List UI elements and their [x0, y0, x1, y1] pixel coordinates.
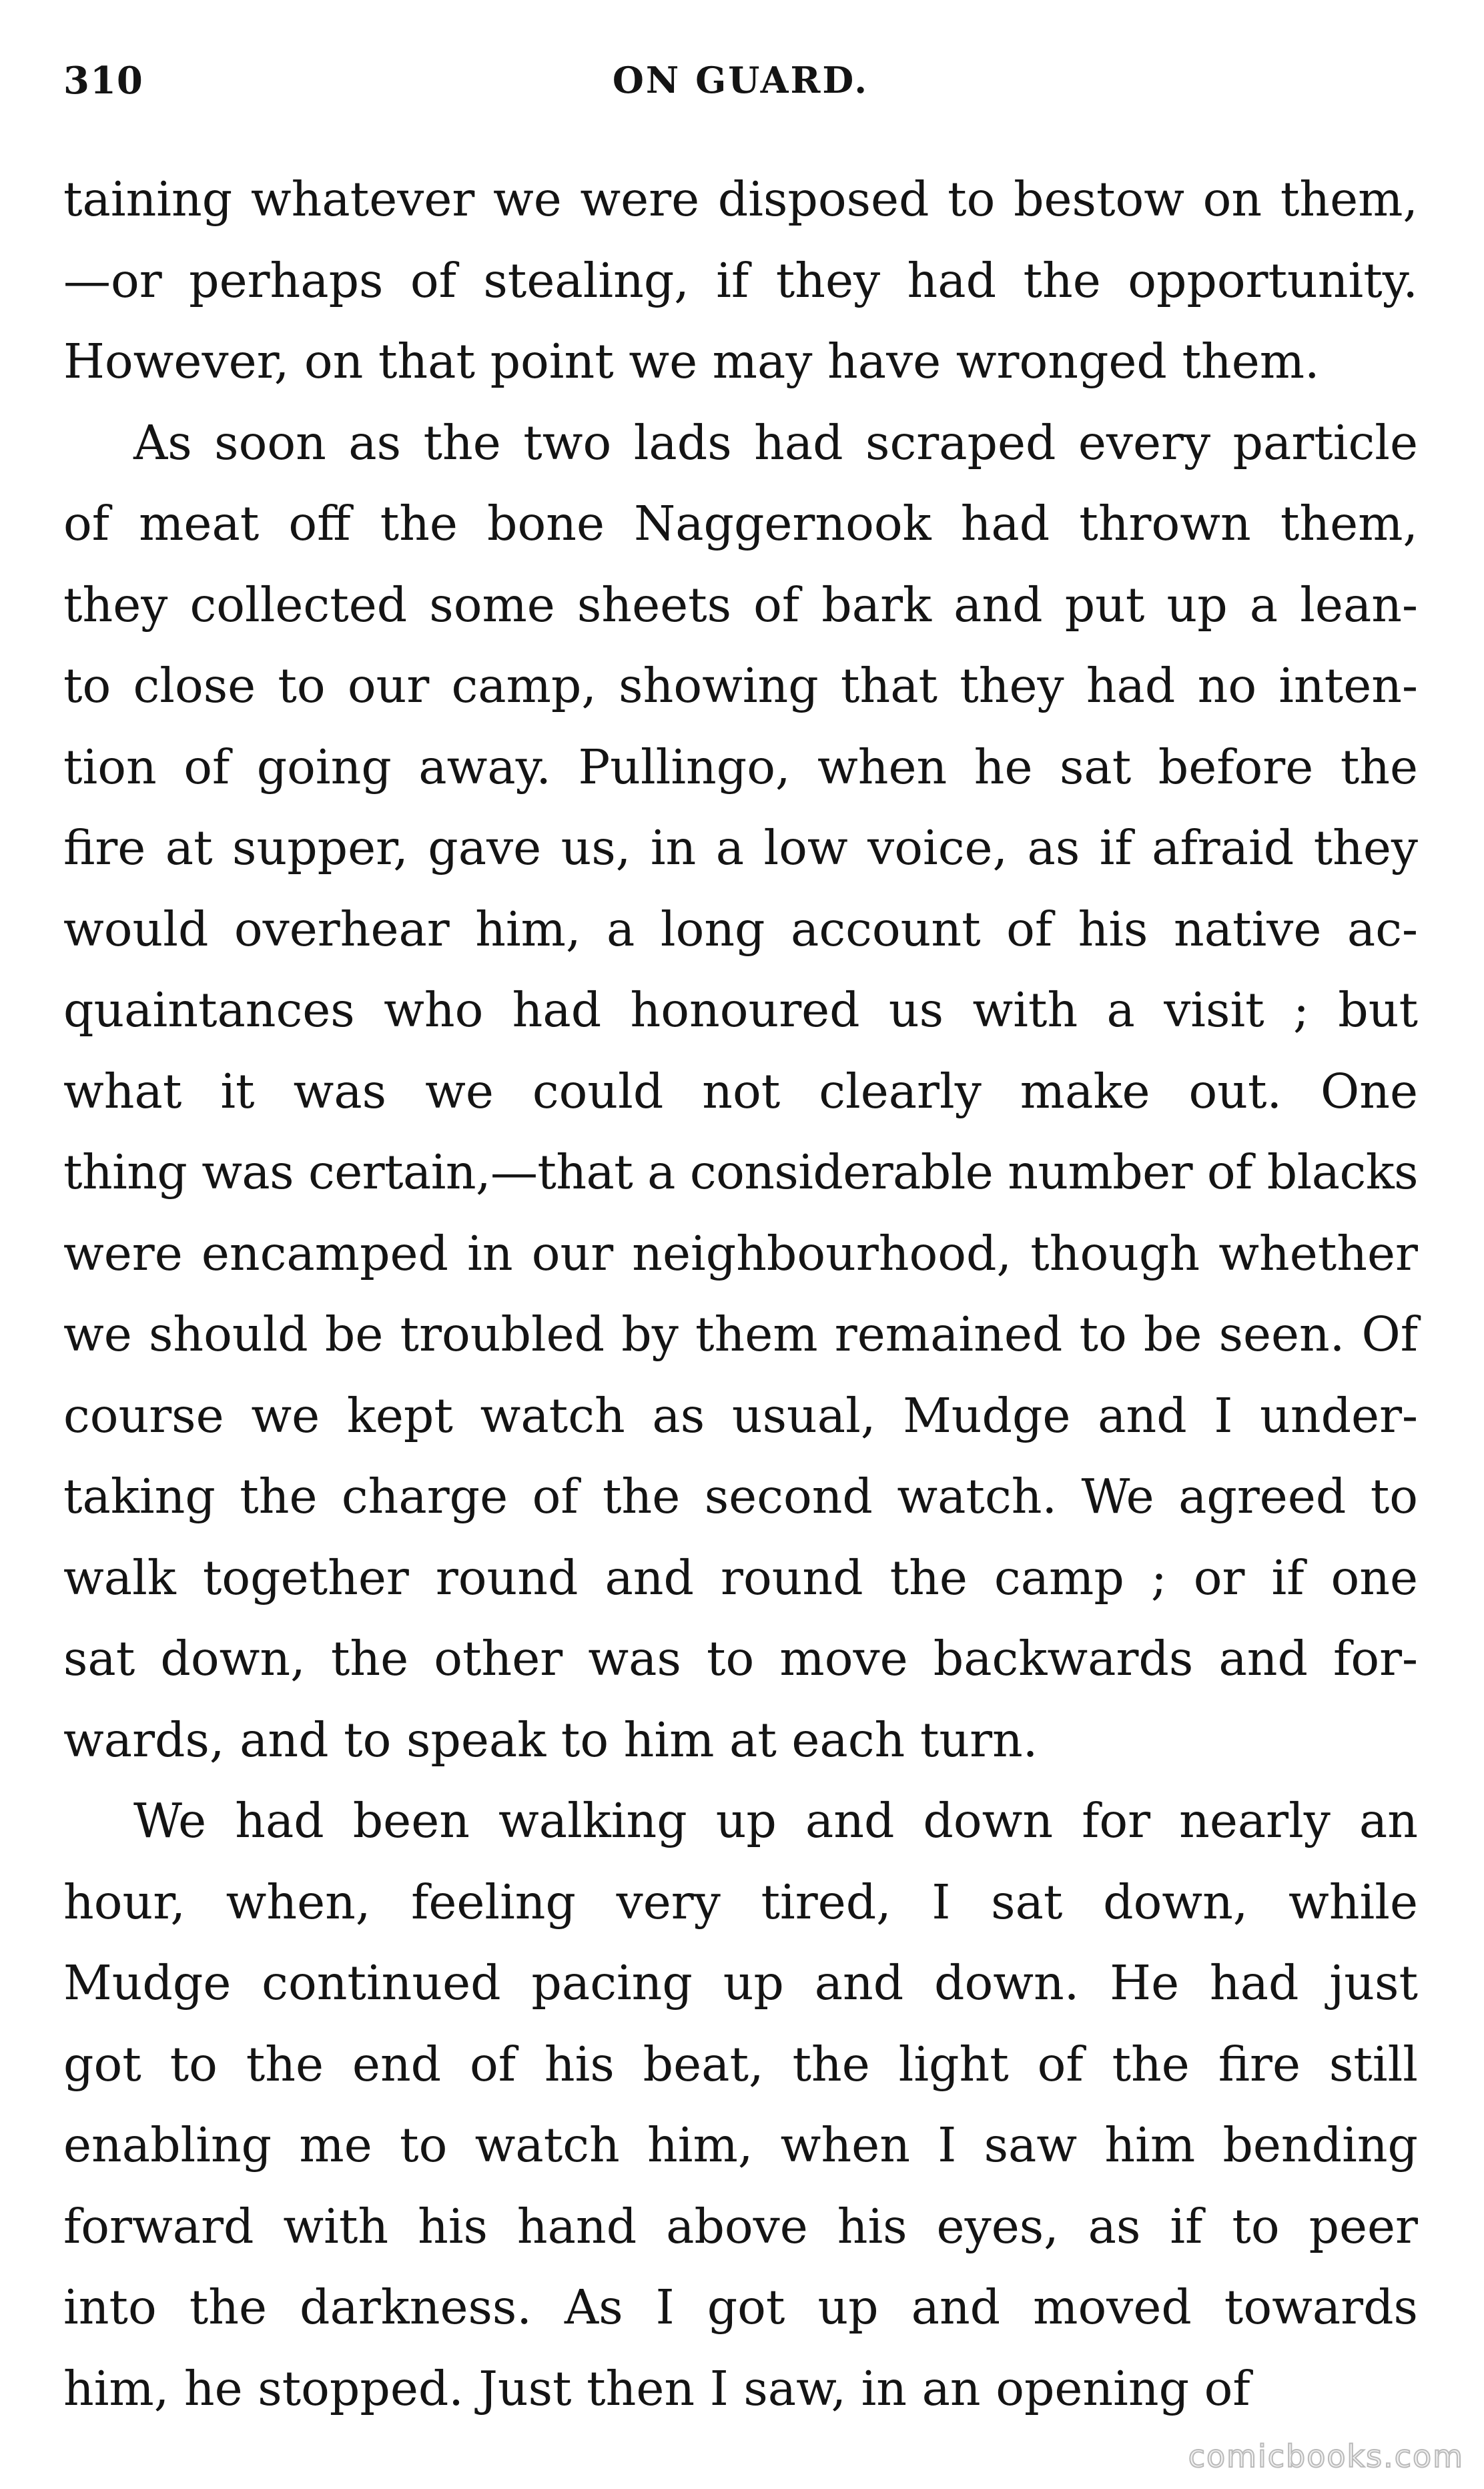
- text-line: to close to our camp, showing that they had no inten-: [63, 658, 1418, 713]
- text-line: fire at supper, gave us, in a low voice, as if afraid they: [63, 820, 1418, 875]
- text-line: thing was certain,—that a considerable number of blacks: [63, 1144, 1419, 1200]
- text-line: quaintances who had honoured us with a visit ; but: [63, 982, 1418, 1038]
- text-line: forward with his hand above his eyes, as if to peer: [63, 2198, 1418, 2254]
- text-line: would overhear him, a long account of his native ac-: [63, 901, 1418, 957]
- text-line: taining whatever we were disposed to bestow on them,: [63, 171, 1418, 227]
- page-header: [63, 59, 1418, 112]
- text-line: —or perhaps of stealing, if they had the opportunity.: [63, 252, 1418, 308]
- running-head: ON GUARD.: [612, 59, 869, 101]
- text-line: got to the end of his beat, the light of the fire still: [63, 2036, 1418, 2092]
- body-text: [63, 159, 1418, 2429]
- text-line: We had been walking up and down for nearly an: [133, 1793, 1418, 1848]
- text-line: we should be troubled by them remained to be seen. Of: [63, 1307, 1418, 1362]
- watermark: comicbooks.com: [1188, 2438, 1464, 2474]
- text-line: course we kept watch as usual, Mudge and I under-: [63, 1387, 1418, 1443]
- text-line: wards, and to speak to him at each turn.: [63, 1712, 1038, 1768]
- text-line: they collected some sheets of bark and put up a lean-: [63, 577, 1418, 633]
- text-line: of meat off the bone Naggernook had thrown them,: [63, 496, 1418, 551]
- text-line: However, on that point we may have wronged them.: [63, 334, 1320, 389]
- text-line: As soon as the two lads had scraped every particle: [133, 414, 1418, 470]
- text-line: hour, when, feeling very tired, I sat down, while: [63, 1874, 1418, 1930]
- text-line: Mudge continued pacing up and down. He had just: [63, 1955, 1418, 2011]
- paragraph: [63, 159, 1418, 402]
- text-line: enabling me to watch him, when I saw him bending: [63, 2117, 1418, 2173]
- text-line: what it was we could not clearly make out. One: [63, 1063, 1418, 1119]
- text-line: sat down, the other was to move backwards and for-: [63, 1631, 1418, 1686]
- text-line: him, he stopped. Just then I saw, in an opening of: [63, 2360, 1250, 2416]
- text-line: walk together round and round the camp ; or if one: [63, 1549, 1418, 1606]
- text-line: were encamped in our neighbourhood, though whether: [63, 1225, 1418, 1281]
- text-line: into the darkness. As I got up and moved towards: [63, 2279, 1418, 2335]
- paragraph: [63, 1780, 1418, 2429]
- text-line: tion of going away. Pullingo, when he sat before the: [63, 739, 1418, 795]
- text-line: taking the charge of the second watch. We agreed to: [63, 1469, 1418, 1524]
- paragraph: [63, 402, 1418, 1781]
- page-number: 310: [63, 59, 143, 103]
